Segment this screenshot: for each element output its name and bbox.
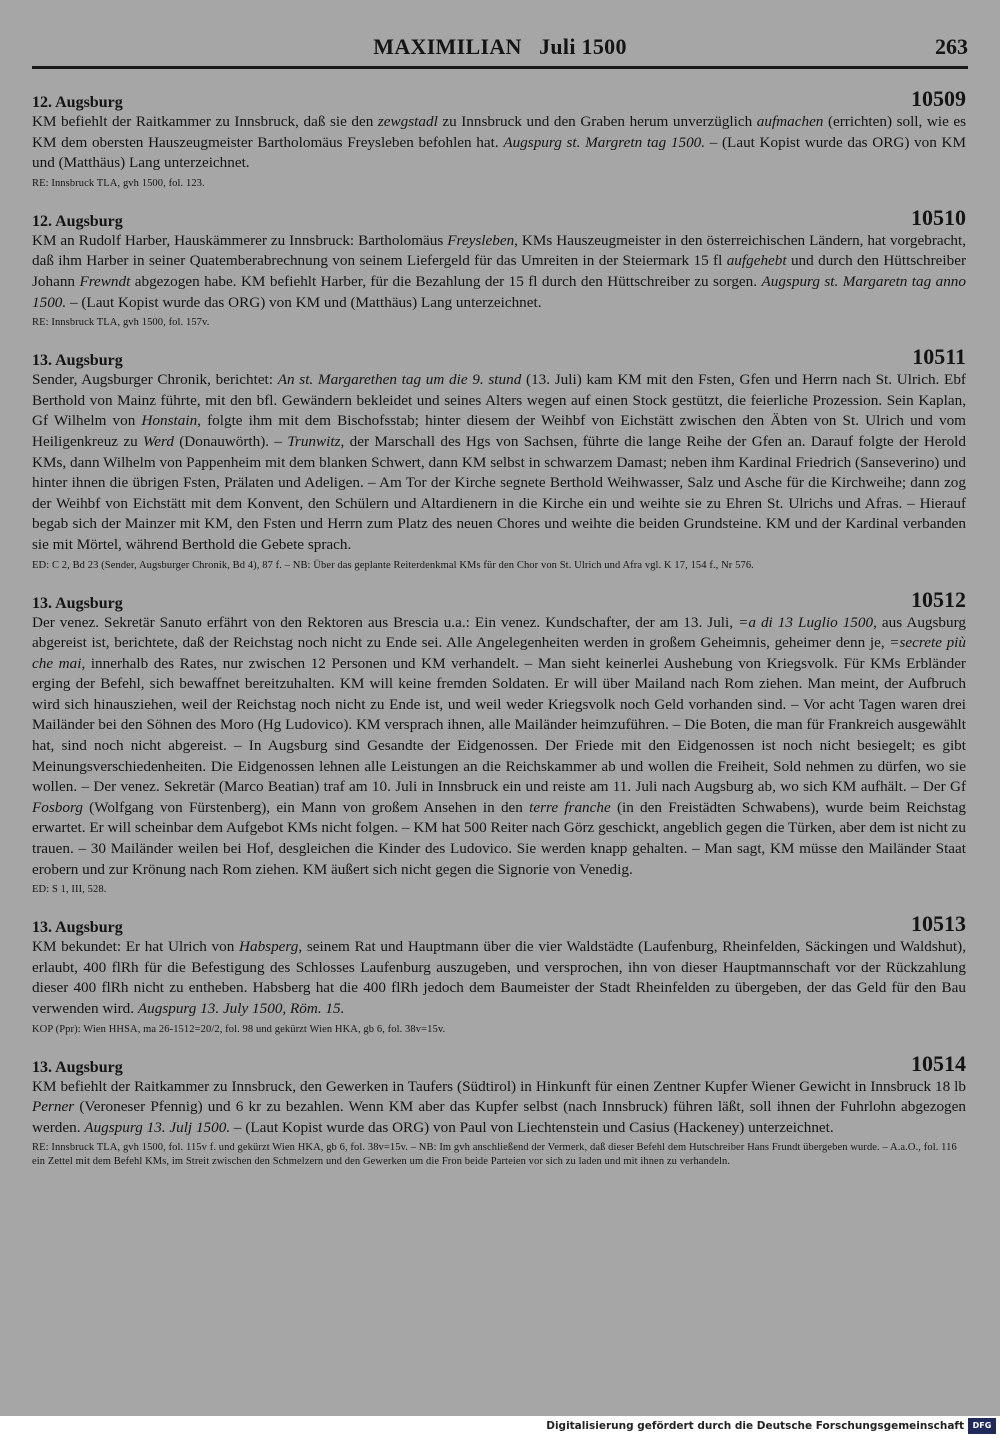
text-run: (Donauwörth). – xyxy=(173,432,288,450)
entry-source-reference: ED: S 1, III, 528. xyxy=(32,884,107,896)
italic-run: Perner xyxy=(32,1098,75,1116)
register-entry xyxy=(32,586,966,898)
entry-date: 13. Augsburg xyxy=(32,1058,123,1076)
text-run: , der Marschall des Hgs von Sachsen, führte die lange Reihe der Gfen an. Darauf folgte der Herold KMs, dann Wilhelm von Pappenheim mit dem blanken Schwert, dann KM selbst in schwarzem Damast; neben ihm Kardinal Friedrich (Sanseverino) und hinter ihnen die übrigen Fsten, Prälaten und Adeligen. – Am Tor der Kirche segnete Berthold Weihwasser, Salz und Asche für die Kirchweihe; dann zog der Weihbf von Eichstätt mit dem Konvent, den Schülern und Altardienern in die Kirche ein und weihte sie zu Ehren St. Ulrichs und Afras. – Hierauf begab sich der Mainzer mit KM, den Fsten und Herrn zum Platz des neuen Chores und weihte die beiden Grundsteine. KM und der Kardinal verbanden sie mit Mörtel, während Berthold die Gebete sprach. xyxy=(32,432,966,553)
page-header xyxy=(0,34,1000,64)
italic-run: Habsperg xyxy=(239,938,299,956)
entry-source-reference: RE: Innsbruck TLA, gvh 1500, fol. 115v f. und gekürzt Wien HKA, gb 6, fol. 38v=15v. – NB: Im gvh anschließend der Vermerk, daß dieser Befehl dem Hutschreiber Hans Frundt übergeben wurde. – A.a.O., fol. 116 ein Zettel mit dem Befehl KMs, im Streit zwischen den Schmelzern und den Gewerken um die Fron beide Parteien vor sich zu laden und mit ihnen zu verhandeln. xyxy=(32,1142,957,1168)
entry-source-reference: RE: Innsbruck TLA, gvh 1500, fol. 157v. xyxy=(32,317,210,329)
italic-run: Werd xyxy=(143,432,174,450)
entry-text xyxy=(32,231,966,313)
entry-text xyxy=(32,370,966,555)
entry-source-reference: RE: Innsbruck TLA, gvh 1500, fol. 123. xyxy=(32,177,205,189)
italic-run: Augspurg st. Margaretn tag anno 1500. xyxy=(32,272,966,311)
text-run: , KMs Hauszeugmeister in den österreichischen Ländern, hat vorgebracht, daß ihm Harber in seiner Quatemberabrechnung von seinem Liefergeld für das Umreiten in der Steiermark 15 fl xyxy=(32,231,966,270)
entry-heading xyxy=(32,1050,966,1077)
text-run: KM befiehlt der Raitkammer zu Innsbruck, daß sie den xyxy=(32,113,378,130)
italic-run: aufgehebt xyxy=(726,252,787,270)
register-entry xyxy=(32,204,967,330)
entry-text xyxy=(32,937,966,1019)
page-footer xyxy=(0,1416,1000,1440)
italic-run: Augspurg 13. Julj 1500. xyxy=(84,1118,231,1136)
entry-heading xyxy=(32,88,966,112)
entry-date: 13. Augsburg xyxy=(32,352,123,370)
funding-note: Digitalisierung gefördert durch die Deutsche Forschungsgemeinschaft xyxy=(546,1420,964,1432)
text-run: – (Laut Kopist wurde das ORG) von Paul von Liechtenstein und Casius (Hackeney) unterzeichnet. xyxy=(230,1118,834,1136)
entry-date: 12. Augsburg xyxy=(32,212,123,230)
italic-run: aufmachen xyxy=(756,113,824,130)
italic-run: Freysleben xyxy=(447,231,515,249)
text-run: KM an Rudolf Harber, Hauskämmerer zu Innsbruck: Bartholomäus xyxy=(32,231,448,249)
entry-text xyxy=(32,1077,966,1139)
text-run: zu Innsbruck und den Graben herum unverzüglich xyxy=(437,113,757,130)
entry-heading xyxy=(32,586,966,613)
italic-run: An st. Margarethen tag um die 9. stund xyxy=(277,371,522,389)
italic-run: Frewndt xyxy=(79,272,131,290)
register-entry xyxy=(32,88,966,191)
entry-source-reference: KOP (Ppr): Wien HHSA, ma 26-1512=20/2, fol. 98 und gekürzt Wien HKA, gb 6, fol. 38v=15v. xyxy=(32,1023,446,1035)
entry-number: 10514 xyxy=(911,1050,966,1076)
register-entry xyxy=(32,1050,966,1170)
italic-run: =secrete più che mai xyxy=(32,634,966,672)
text-run: (in den Freistädten Schwabens), wurde beim Reichstag erwartet. Er will scheinbar dem Aufgebot KMs nicht folgen. – KM hat 500 Reiter nach Görz geschickt, angeblich gegen die Türken, aber dem ist nicht zu trauen. – 30 Mailänder weilen bei Hof, desgleichen die Kinder des Ludovico. Sie werden knapp gehalten. – Man sagt, KM müsse den Mailänder Staat erobern und zur Krönung nach Rom ziehen. KM äußert sich nicht gegen die Signorie von Venedig. xyxy=(32,798,966,878)
entries-list xyxy=(32,88,966,1185)
entry-number: 10510 xyxy=(911,204,966,230)
text-run: – (Laut Kopist wurde das ORG) von KM und (Matthäus) Lang unterzeichnet. xyxy=(32,133,966,172)
entry-source-reference: ED: C 2, Bd 23 (Sender, Augsburger Chronik, Bd 4), 87 f. – NB: Über das geplante Reiterdenkmal KMs für den Chor von St. Ulrich und Afra vgl. K 17, 154 f., Nr 576. xyxy=(32,559,754,571)
entry-text xyxy=(32,112,966,174)
register-entry xyxy=(32,346,966,572)
text-run: Der venez. Sekretär Sanuto erfährt von den Rektoren aus Brescia u.a.: Ein venez. Kundschafter, der am 13. Juli, xyxy=(32,613,739,631)
text-run: (errichten) soll, wie es KM dem obersten Hauszeugmeister Bartholomäus Freysleben befohlen hat. xyxy=(32,113,967,151)
text-run: abgezogen habe. KM befiehlt Harber, für die Bezahlung der 15 fl durch den Hüttschreiber zu sorgen. xyxy=(130,272,762,290)
italic-run: terre franche xyxy=(529,798,611,816)
entry-heading xyxy=(32,204,966,231)
entry-number: 10509 xyxy=(911,86,966,111)
entry-number: 10512 xyxy=(911,586,966,612)
italic-run: zewgstadl xyxy=(377,113,438,130)
italic-run: Augspurg 13. July 1500, Röm. 15. xyxy=(137,1000,345,1017)
text-run: (Wolfgang von Fürstenberg), ein Mann von großem Ansehen in den xyxy=(82,798,530,816)
header-rule xyxy=(32,66,968,69)
text-run: , innerhalb des Rates, nur zwischen 12 Personen und KM verhandelt. – Man sieht keinerlei Aushebung von Kriegsvolk. Für KMs Erbländer erging der Befehl, sich bewaffnet bereitzuhalten. KM will keine fremden Soldaten. Er will über Mailand nach Rom ziehen. Man meint, der Aufbruch wird sich hinausziehen, weil der Reichstag noch nicht zu Ende ist, und weil weder Kriegsvolk noch Geld vorhanden sind. – Vor acht Tagen waren drei Mailänder bei den Söhnen des Moro (Hg Ludovico). KM versprach ihnen, alle Mailänder heimzuführen. – Die Boten, die man für Frankreich ausgewählt hat, sind noch nicht abgereist. – In Augsburg sind Gesandte der Eidgenossen. Der Friede mit den Eidgenossen ist noch nicht besiegelt; es gibt Meinungsverschiedenheiten. Die Eidgenossen lehnen alle Leistungen an die Reichskammer ab und wollen die Freiheit, Sold nehmen zu dürfen, wo sie wollen. – Der venez. Sekretär (Marco Beatian) traf am 10. Juli in Innsbruck ein und reiste am 11. Juli nach Augsburg ab, wo sich KM aufhält. – Der Gf xyxy=(32,654,966,796)
entry-text xyxy=(32,613,966,881)
entry-date: 12. Augsburg xyxy=(32,94,123,111)
page-number: 263 xyxy=(935,34,968,59)
entry-number: 10513 xyxy=(911,911,966,937)
text-run: KM bekundet: Er hat Ulrich von xyxy=(32,938,240,956)
italic-run: Trunwitz xyxy=(287,432,341,450)
text-run: (13. Juli) kam KM mit den Fsten, Gfen und Herrn nach St. Ulrich. Ebf Berthold von Mainz führte, mit den bfl. Gewändern bekleidet und seines Alters wegen auf einen Stock gestützt, die feierliche Prozession. Sein Kaplan, Gf Wilhelm von xyxy=(32,371,966,430)
register-entry xyxy=(32,913,966,1036)
text-run: , seinem Rat und Hauptmann über die vier Waldstädte (Laufenburg, Rheinfelden, Säckingen und Waldshut), erlaubt, 400 flRh für die Befestigung des Schlosses Laufenburg auszugeben, und versprochen, ihn von dieser Hauptmannschaft vor der Rückzahlung dieser 400 flRh nicht zu entheben. Habsberg hat die 400 flRh jedoch dem Baumeister der Stadt Rheinfelden zu übergeben, der das Geld für den Bau verwenden wird. xyxy=(32,938,966,1017)
entry-date: 13. Augsburg xyxy=(32,919,123,937)
entry-number: 10511 xyxy=(912,344,966,370)
text-run: und durch den Hüttschreiber Johann xyxy=(32,252,967,290)
italic-run: =a di 13 Luglio 1500 xyxy=(738,613,874,631)
italic-run: Augspurg st. Margretn tag 1500. xyxy=(503,133,706,151)
text-run: (Veroneser Pfennig) und 6 kr zu bezahlen. Wenn KM aber das Kupfer selbst (nach Innsbruck) führen läßt, soll ihnen der Fuhrlohn abgezogen werden. xyxy=(32,1098,966,1136)
dfg-logo: DFG xyxy=(968,1418,996,1434)
italic-run: Honstain xyxy=(141,412,198,430)
text-run: – (Laut Kopist wurde das ORG) von KM und (Matthäus) Lang unterzeichnet. xyxy=(66,293,542,311)
text-run: , folgte ihm mit dem Bischofsstab; hinter diesem der Weihbf von Eichstätt zwischen den Äbten von St. Ulrich und vom Heiligenkreuz zu xyxy=(32,412,966,450)
entry-heading xyxy=(32,346,966,370)
running-title: MAXIMILIAN Juli 1500 xyxy=(373,34,627,59)
entry-heading xyxy=(32,913,966,937)
entry-date: 13. Augsburg xyxy=(32,594,123,612)
text-run: KM befiehlt der Raitkammer zu Innsbruck, den Gewerken in Taufers (Südtirol) in Hinkunft für einen Zentner Kupfer Wiener Gewicht in Innsbruck 18 lb xyxy=(32,1077,966,1095)
text-run: , aus Augsburg abgereist ist, berichtete, daß der Reichstag noch nicht zu Ende sei. Alle Angelegenheiten werden in großem Geheimnis, geheimer denn je, xyxy=(32,613,966,652)
text-run: Sender, Augsburger Chronik, berichtet: xyxy=(32,371,278,389)
italic-run: Fosborg xyxy=(32,798,83,816)
